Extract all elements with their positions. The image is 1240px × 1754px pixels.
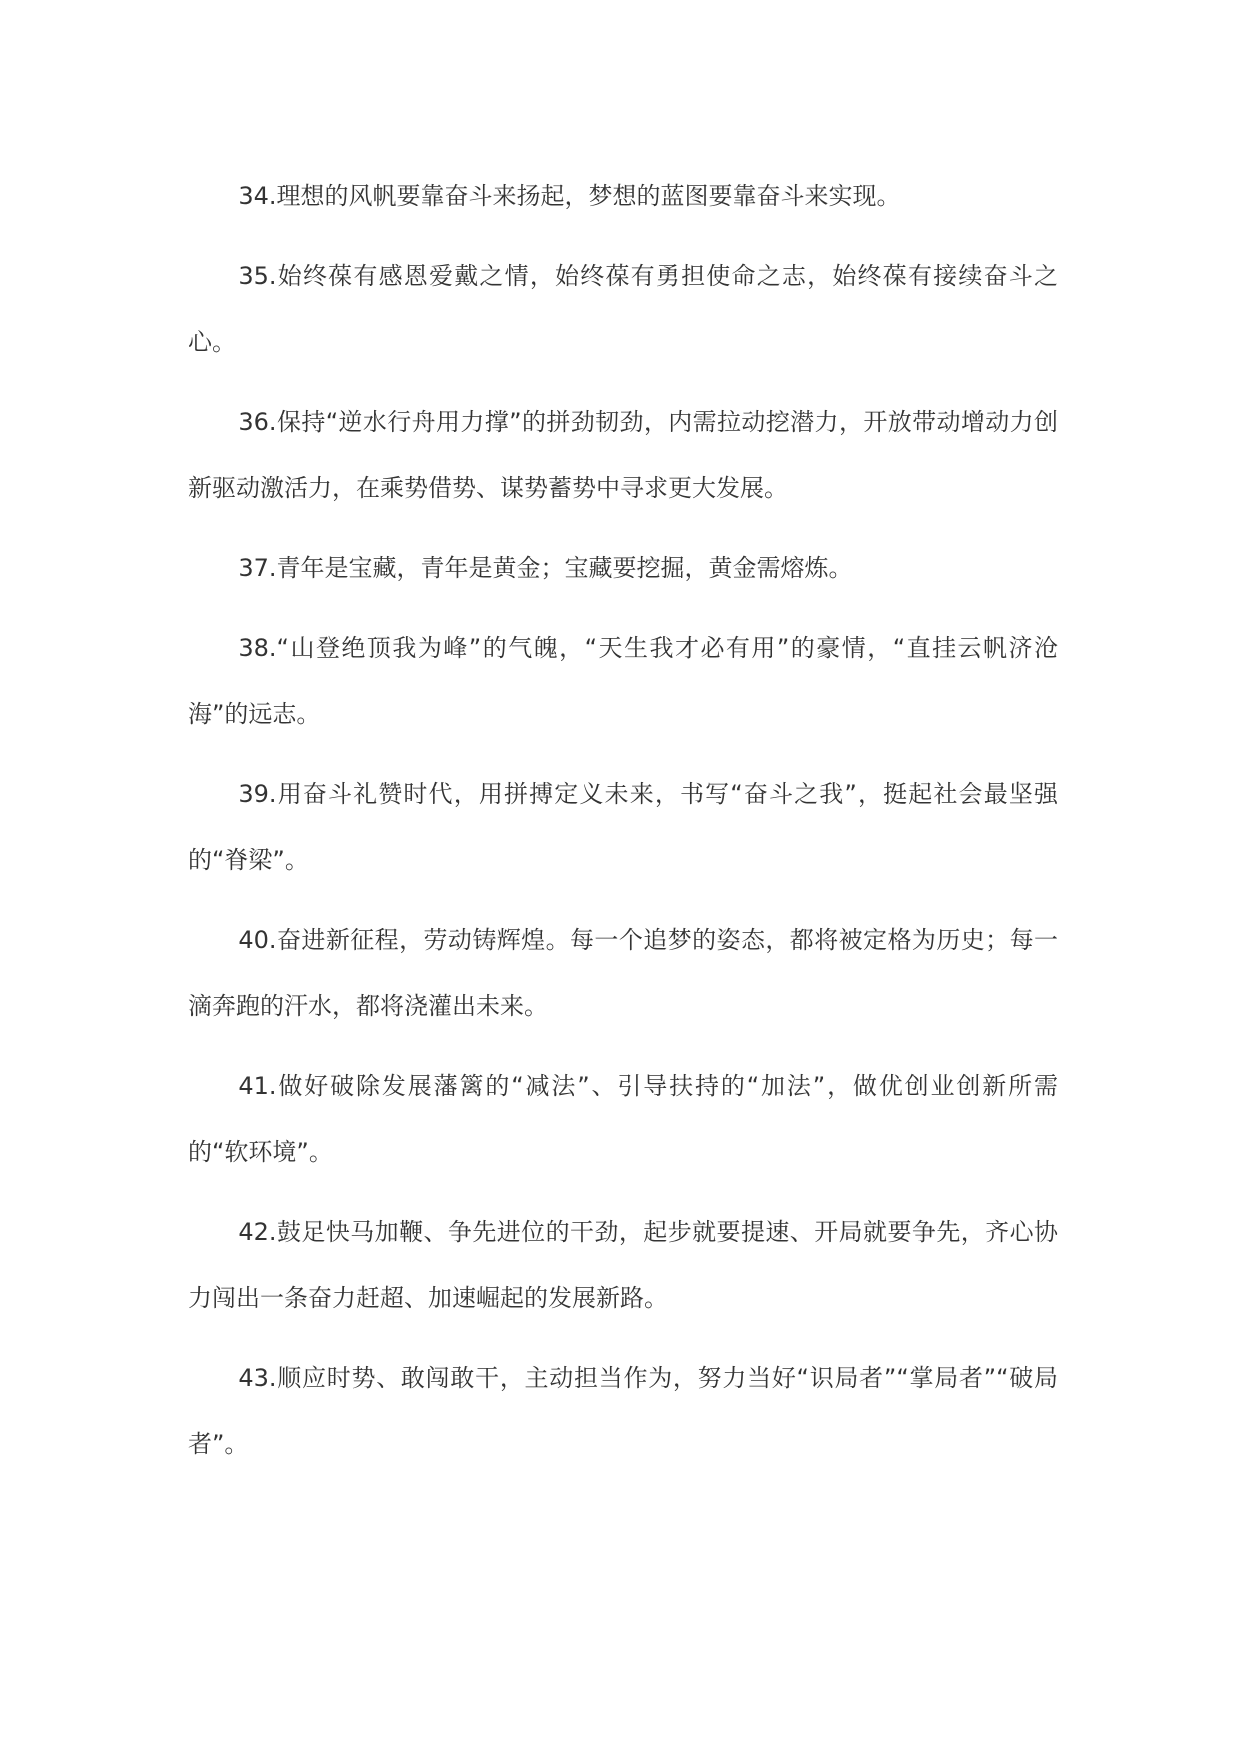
paragraph-39: 39.用奋斗礼赞时代，用拼搏定义未来，书写“奋斗之我”，挺起社会最坚强的“脊梁”。 [188, 780, 1058, 874]
document-body [188, 163, 1058, 1491]
paragraph-34: 34.理想的风帆要靠奋斗来扬起，梦想的蓝图要靠奋斗来实现。 [238, 182, 901, 210]
paragraph-36: 36.保持“逆水行舟用力撑”的拼劲韧劲，内需拉动挖潜力，开放带动增动力创新驱动激活力，在乘势借势、谋势蓄势中寻求更大发展。 [188, 408, 1058, 502]
paragraph-38: 38.“山登绝顶我为峰”的气魄，“天生我才必有用”的豪情，“直挂云帆济沧海”的远志。 [188, 634, 1058, 728]
paragraph-42: 42.鼓足快马加鞭、争先进位的干劲，起步就要提速、开局就要争先，齐心协力闯出一条奋力赶超、加速崛起的发展新路。 [188, 1218, 1058, 1312]
paragraph-41: 41.做好破除发展藩篱的“减法”、引导扶持的“加法”，做优创业创新所需的“软环境”。 [188, 1072, 1058, 1166]
paragraph-35: 35.始终葆有感恩爱戴之情，始终葆有勇担使命之志，始终葆有接续奋斗之心。 [188, 262, 1058, 356]
paragraph-40: 40.奋进新征程，劳动铸辉煌。每一个追梦的姿态，都将被定格为历史；每一滴奔跑的汗水，都将浇灌出未来。 [188, 926, 1058, 1020]
paragraph-43: 43.顺应时势、敢闯敢干，主动担当作为，努力当好“识局者”“掌局者”“破局者”。 [188, 1364, 1058, 1458]
paragraph-37: 37.青年是宝藏，青年是黄金；宝藏要挖掘，黄金需熔炼。 [238, 554, 853, 582]
